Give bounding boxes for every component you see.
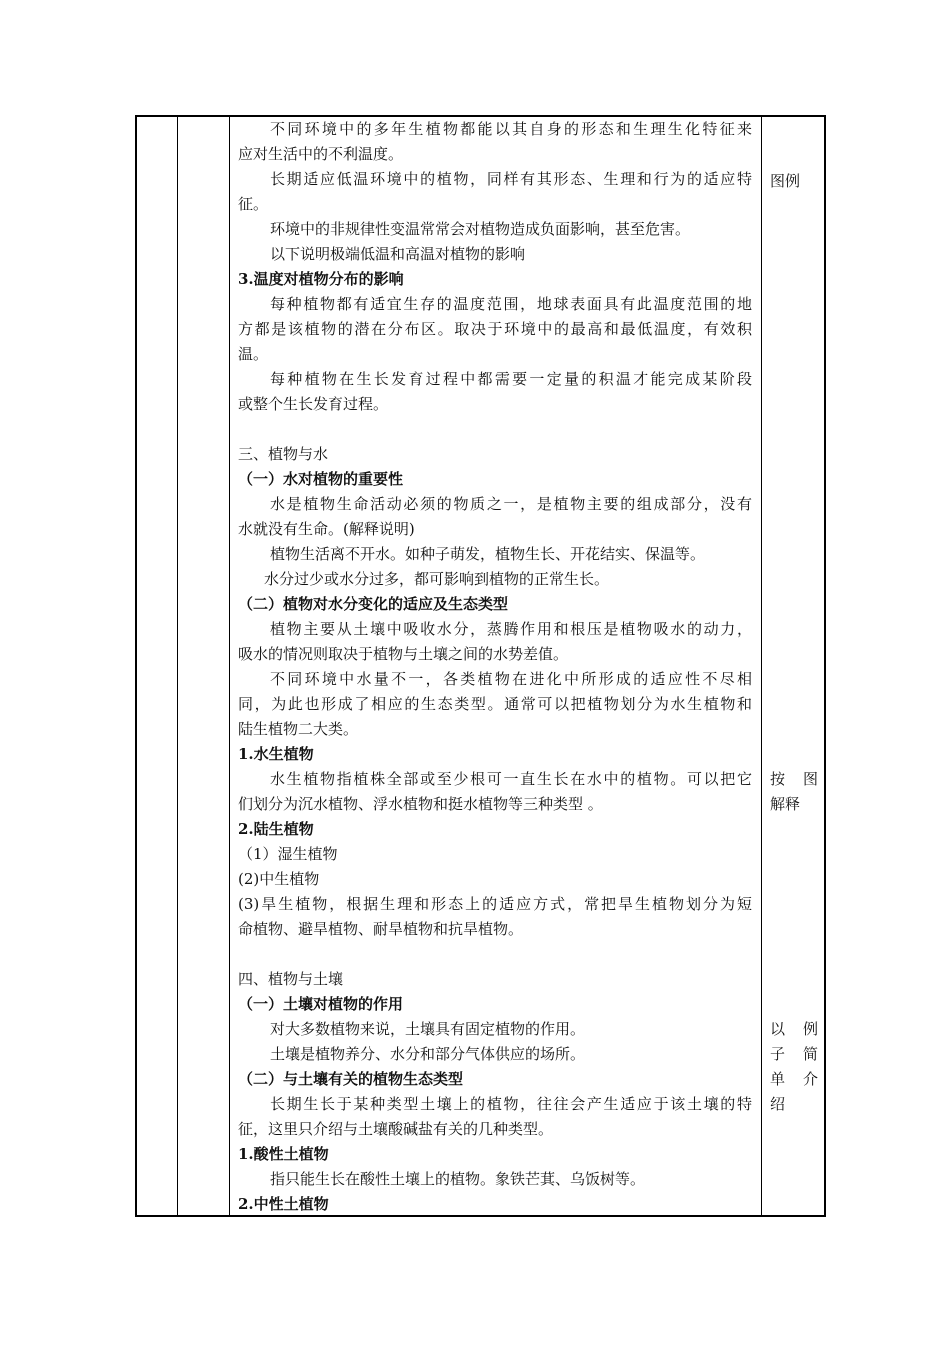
lesson-content-cell: [231, 117, 759, 1217]
text-line: 以下说明极端低温和高温对植物的影响: [270, 245, 526, 263]
text-line: 植物主要从土壤中吸收水分，蒸腾作用和根压是植物吸水的动力，: [270, 620, 752, 638]
note-example-intro: [770, 1017, 818, 1117]
section-heading: （二）植物对水分变化的适应及生态类型: [238, 595, 509, 613]
text-line: 水生植物指植株全部或至少根可一直生长在水中的植物。可以把它: [270, 770, 752, 788]
text-line: 土壤是植物养分、水分和部分气体供应的场所。: [270, 1045, 586, 1063]
text-line: 命植物、避旱植物、耐旱植物和抗旱植物。: [238, 920, 524, 938]
note-text: 按: [770, 770, 786, 788]
text-line: 或整个生长发育过程。: [238, 395, 389, 413]
text-line: 陆生植物二大类。: [238, 720, 359, 738]
text-line: 对大多数植物来说，土壤具有固定植物的作用。: [270, 1020, 586, 1038]
text-line: 温。: [238, 345, 269, 363]
section-heading: 2.陆生植物: [238, 820, 314, 838]
column-divider-2: [229, 117, 230, 1215]
text-line: 吸水的情况则取决于植物与土壤之间的水势差值。: [238, 645, 569, 663]
section-heading: 2.中性土植物: [238, 1195, 329, 1213]
text-line: 长期适应低温环境中的植物，同样有其形态、生理和行为的适应特: [270, 170, 752, 188]
column-divider-3: [761, 117, 762, 1215]
section-heading: 1.水生植物: [238, 745, 314, 763]
note-legend: [770, 169, 800, 194]
text-line: 征。: [238, 195, 269, 213]
text-line: 水就没有生命。(解释说明): [238, 520, 415, 538]
section-heading: （一）水对植物的重要性: [238, 470, 404, 488]
text-line: 环境中的非规律性变温常常会对植物造成负面影响，甚至危害。: [270, 220, 691, 238]
text-line: 应对生活中的不利温度。: [238, 145, 404, 163]
text-line: 征，这里只介绍与土壤酸碱盐有关的几种类型。: [238, 1120, 554, 1138]
section-heading: [238, 942, 752, 967]
section-heading: 1.酸性土植物: [238, 1145, 329, 1163]
text-line: 水是植物生命活动必须的物质之一，是植物主要的组成部分，没有: [270, 495, 752, 513]
text-line: 四、植物与土壤: [238, 970, 344, 988]
note-text: 以: [770, 1020, 786, 1038]
text-line: 不同环境中的多年生植物都能以其自身的形态和生理生化特征来: [270, 120, 752, 138]
text-line: 长期生长于某种类型土壤上的植物，往往会产生适应于该土壤的特: [270, 1095, 752, 1113]
text-line: 每种植物在生长发育过程中都需要一定量的积温才能完成某阶段: [270, 370, 752, 388]
note-text: 简: [802, 1045, 818, 1063]
section-heading: （二）与土壤有关的植物生态类型: [238, 1070, 464, 1088]
note-text: 图: [802, 770, 818, 788]
text-line: 不同环境中水量不一，各类植物在进化中所形成的适应性不尽相: [270, 670, 752, 688]
note-text: 单: [770, 1070, 786, 1088]
note-text: 绍: [770, 1095, 786, 1113]
section-heading: 3.温度对植物分布的影响: [238, 270, 404, 288]
text-line: (2)中生植物: [238, 870, 320, 888]
column-divider-1: [177, 117, 178, 1215]
text-line: （1）湿生植物: [238, 845, 338, 863]
note-text: 子: [770, 1045, 786, 1063]
note-text: 例: [802, 1020, 818, 1038]
note-text: 解释: [770, 795, 801, 813]
text-line: 同，为此也形成了相应的生态类型。通常可以把植物划分为水生植物和: [238, 695, 752, 713]
note-text: 图例: [770, 172, 801, 190]
section-heading: （一）土壤对植物的作用: [238, 995, 404, 1013]
section-heading: [238, 417, 752, 442]
text-line: 方都是该植物的潜在分布区。取决于环境中的最高和最低温度，有效积: [238, 320, 752, 338]
text-line: 每种植物都有适宜生存的温度范围，地球表面具有此温度范围的地: [270, 295, 752, 313]
text-line: 植物生活离不开水。如种子萌发，植物生长、开花结实、保温等。: [270, 545, 706, 563]
lesson-table: [135, 115, 826, 1217]
text-line: 水分过少或水分过多，都可影响到植物的正常生长。: [264, 570, 610, 588]
note-text: 介: [802, 1070, 818, 1088]
text-line: (3)旱生植物，根据生理和形态上的适应方式，常把旱生植物划分为短: [238, 895, 752, 913]
text-line: 三、植物与水: [238, 445, 329, 463]
text-line: 指只能生长在酸性土壤上的植物。象铁芒萁、乌饭树等。: [270, 1170, 646, 1188]
note-explain-by-figure: [770, 767, 818, 817]
text-line: 们划分为沉水植物、浮水植物和挺水植物等三种类型 。: [238, 795, 603, 813]
